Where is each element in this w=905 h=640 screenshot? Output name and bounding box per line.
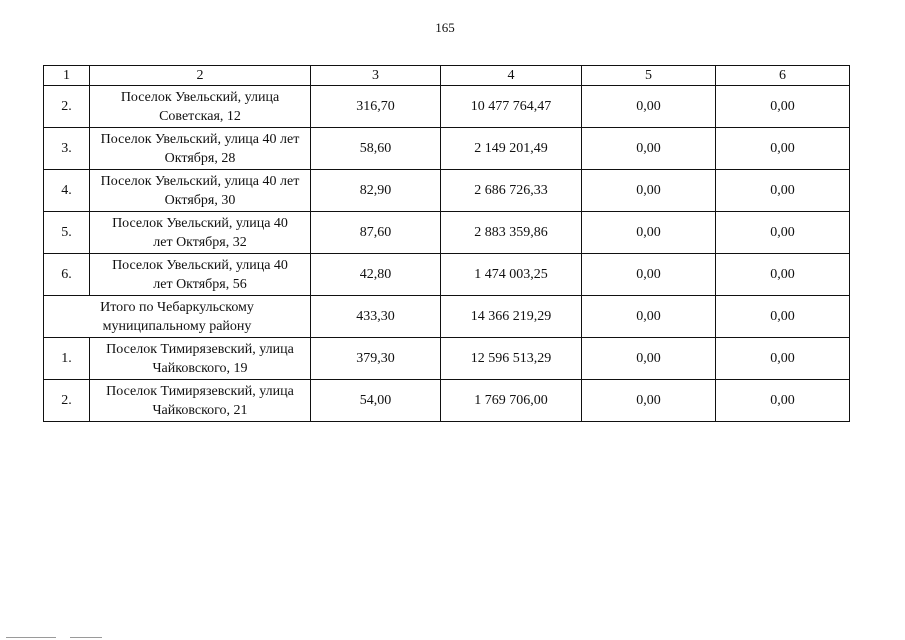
col4-cell: 2 686 726,33 [441,170,582,212]
data-table [43,65,850,422]
scan-mark [70,637,102,638]
scan-mark [6,637,56,638]
col6-cell: 0,00 [716,338,850,380]
address-cell [90,170,311,212]
table-row [44,254,850,296]
row-number: 2. [44,86,90,128]
row-number: 3. [44,128,90,170]
address-line-2: лет Октября, 32 [153,234,247,250]
col3-cell: 316,70 [311,86,441,128]
col3-cell: 82,90 [311,170,441,212]
col6-cell: 0,00 [716,296,850,338]
col5-cell: 0,00 [582,86,716,128]
col6-cell: 0,00 [716,86,850,128]
col3-cell: 58,60 [311,128,441,170]
table-row [44,170,850,212]
col4-cell: 1 769 706,00 [441,380,582,422]
address-line-2: Октября, 28 [164,150,236,166]
col4-cell: 10 477 764,47 [441,86,582,128]
col3-cell: 54,00 [311,380,441,422]
col5-cell: 0,00 [582,212,716,254]
col5-cell: 0,00 [582,254,716,296]
address-line-2: Чайковского, 21 [152,402,248,418]
address-cell [90,128,311,170]
address-line-1: Поселок Тимирязевский, улица [106,383,294,399]
table-row [44,380,850,422]
table-row [44,212,850,254]
col5-cell: 0,00 [582,380,716,422]
header-cell-4: 4 [441,66,582,86]
col3-cell: 87,60 [311,212,441,254]
address-line-2: Октября, 30 [164,192,236,208]
address-line-2: Советская, 12 [159,108,241,124]
address-line-1: Поселок Увельский, улица 40 лет [100,131,300,147]
header-cell-1: 1 [44,66,90,86]
col5-cell: 0,00 [582,296,716,338]
col4-cell: 2 883 359,86 [441,212,582,254]
row-number: 1. [44,338,90,380]
row-number: 2. [44,380,90,422]
address-cell [90,254,311,296]
col4-cell: 12 596 513,29 [441,338,582,380]
col4-cell: 1 474 003,25 [441,254,582,296]
col4-cell: 2 149 201,49 [441,128,582,170]
col5-cell: 0,00 [582,170,716,212]
address-line-1: Поселок Увельский, улица [120,89,280,105]
col6-cell: 0,00 [716,380,850,422]
total-label-cell [44,296,311,338]
col4-cell: 14 366 219,29 [441,296,582,338]
row-number: 4. [44,170,90,212]
page-number: 165 [435,20,455,35]
total-label-line-2: муниципальному району [102,318,252,334]
address-line-2: лет Октября, 56 [153,276,247,292]
table-row [44,128,850,170]
col5-cell: 0,00 [582,338,716,380]
address-line-1: Поселок Тимирязевский, улица [106,341,294,357]
address-cell [90,338,311,380]
address-cell [90,380,311,422]
header-row [44,66,850,86]
header-cell-3: 3 [311,66,441,86]
address-line-1: Поселок Увельский, улица 40 [112,215,288,231]
address-cell [90,86,311,128]
col3-cell: 379,30 [311,338,441,380]
col6-cell: 0,00 [716,170,850,212]
table-row [44,86,850,128]
col6-cell: 0,00 [716,212,850,254]
col6-cell: 0,00 [716,128,850,170]
row-number: 5. [44,212,90,254]
address-line-1: Поселок Увельский, улица 40 лет [100,173,300,189]
total-label-line-1: Итого по Чебаркульскому [100,299,254,315]
address-line-2: Чайковского, 19 [152,360,248,376]
table-row-total [44,296,850,338]
header-cell-6: 6 [716,66,850,86]
header-cell-5: 5 [582,66,716,86]
col3-cell: 42,80 [311,254,441,296]
address-line-1: Поселок Увельский, улица 40 [112,257,288,273]
header-cell-2: 2 [90,66,311,86]
table-row [44,338,850,380]
address-cell [90,212,311,254]
col5-cell: 0,00 [582,128,716,170]
col3-cell: 433,30 [311,296,441,338]
col6-cell: 0,00 [716,254,850,296]
row-number: 6. [44,254,90,296]
